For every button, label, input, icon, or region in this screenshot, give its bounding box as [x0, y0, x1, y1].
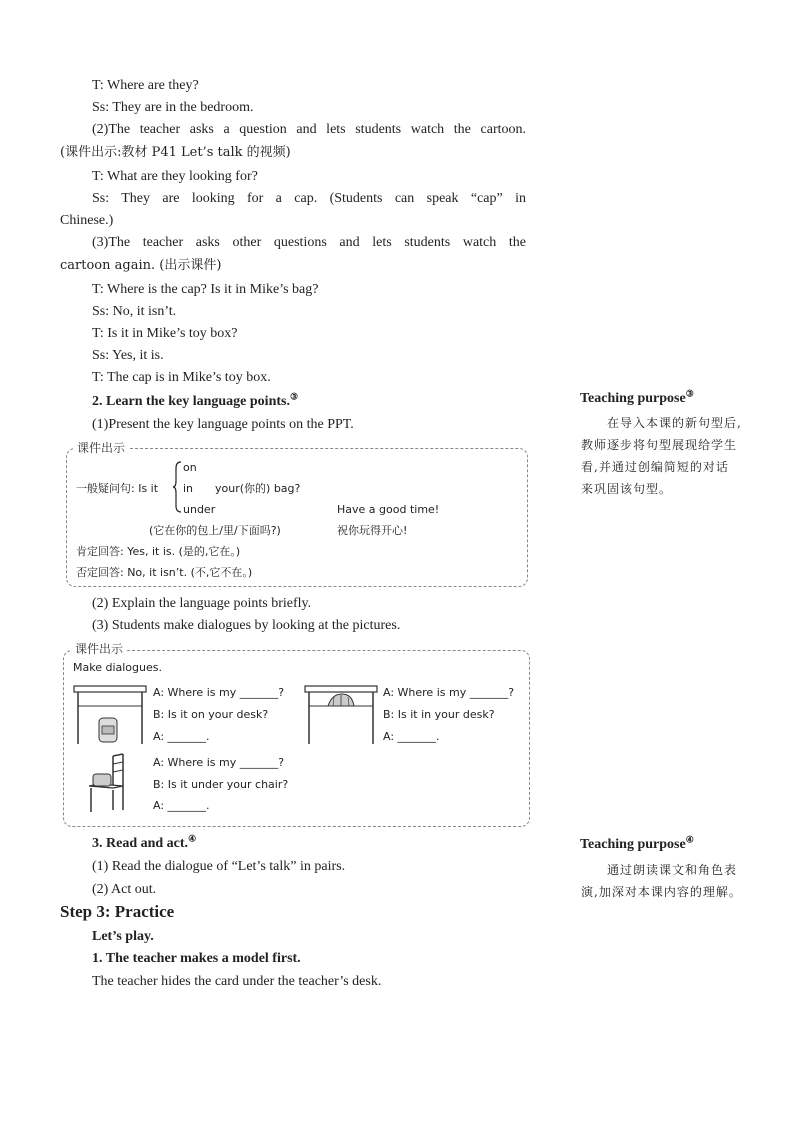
- teaching-purpose-title: Teaching purpose④: [580, 834, 694, 852]
- teaching-purpose-text: 通过朗读课文和角色表 演,加深对本课内容的理解。: [581, 863, 742, 899]
- no-answer: 否定回答: No, it isn’t. (不,它不在。): [76, 566, 253, 579]
- dialogue-3-line-3: A: _______.: [153, 799, 210, 812]
- slide-box-tag: 课件出示: [72, 642, 126, 656]
- teaching-purpose-text: 在导入本课的新句型后, 教师逐步将句型展现给学生 看,并通过创编简短的对话 来巩固该句型。: [581, 416, 742, 496]
- preposition-in: in: [183, 482, 194, 495]
- paragraph-line: (3)The teacher asks other questions and lets students watch the: [92, 235, 526, 250]
- preposition-on: on: [183, 461, 197, 474]
- paragraph-line: (课件出示:教材 P41 Let’s talk 的视频): [60, 145, 291, 160]
- yes-answer: 肯定回答: Yes, it is. (是的,它在。): [76, 545, 241, 558]
- dialogue-line: T: Is it in Mike’s toy box?: [92, 326, 238, 341]
- have-fun-text: Have a good time!: [337, 503, 440, 516]
- section-heading: 3. Read and act.④: [92, 833, 197, 851]
- dialogue-3-line-2: B: Is it under your chair?: [153, 778, 289, 791]
- paragraph-line: (2) Act out.: [92, 882, 157, 897]
- step-heading: Step 3: Practice: [60, 902, 175, 921]
- dialogue-line: T: What are they looking for?: [92, 169, 258, 184]
- dialogue-2-line-3: A: _______.: [383, 730, 440, 743]
- question-label: 一般疑问句: Is it: [76, 482, 159, 495]
- dialogue-line: Ss: Yes, it is.: [92, 348, 164, 363]
- dialogue-line: T: The cap is in Mike’s toy box.: [92, 370, 271, 385]
- dialogue-line: Ss: They are in the bedroom.: [92, 100, 254, 115]
- paragraph-line: The teacher hides the card under the teacher’s desk.: [92, 974, 382, 989]
- dialogue-line: Ss: No, it isn’t.: [92, 304, 177, 319]
- desk-cap-picture: [302, 684, 380, 746]
- dialogue-1-line-2: B: Is it on your desk?: [153, 708, 269, 721]
- paragraph-line: cartoon again. (出示课件): [60, 258, 222, 273]
- dialogue-line: T: Where is the cap? Is it in Mike’s bag?: [92, 282, 319, 297]
- sub-heading: 1. The teacher makes a model first.: [92, 951, 301, 966]
- sub-heading: Let’s play.: [92, 929, 154, 944]
- desk-bag-picture: [72, 684, 148, 746]
- dialogue-2-line-1: A: Where is my _______?: [383, 686, 515, 699]
- preposition-under: under: [183, 503, 216, 516]
- paragraph-line: Chinese.): [60, 213, 114, 228]
- paragraph-line: (2) Explain the language points briefly.: [92, 596, 312, 611]
- paragraph-line: (2)The teacher asks a question and lets students watch the cartoon.: [92, 122, 526, 137]
- dialogue-line: Ss: They are looking for a cap. (Students can speak “cap” in: [92, 191, 526, 206]
- dialogues-title: Make dialogues.: [73, 661, 162, 674]
- dialogue-2-line-2: B: Is it in your desk?: [383, 708, 495, 721]
- chair-picture: [83, 752, 129, 814]
- paragraph-line: (1)Present the key language points on the PPT.: [92, 417, 354, 432]
- paragraph-line: (1) Read the dialogue of “Let’s talk” in pairs.: [92, 859, 346, 874]
- teaching-purpose-title: Teaching purpose③: [580, 388, 694, 406]
- dialogue-1-line-1: A: Where is my _______?: [153, 686, 285, 699]
- slide-box-tag: 课件出示: [74, 441, 128, 455]
- question-rest: your(你的) bag?: [215, 482, 301, 495]
- question-translation: (它在你的包上/里/下面吗?): [149, 524, 281, 537]
- dialogue-line: T: Where are they?: [92, 78, 199, 93]
- dialogue-3-line-1: A: Where is my _______?: [153, 756, 285, 769]
- section-heading: 2. Learn the key language points.③: [92, 391, 299, 409]
- dialogue-1-line-3: A: _______.: [153, 730, 210, 743]
- have-fun-translation: 祝你玩得开心!: [337, 524, 408, 537]
- paragraph-line: (3) Students make dialogues by looking at the pictures.: [92, 618, 401, 633]
- brace-icon: [173, 461, 183, 513]
